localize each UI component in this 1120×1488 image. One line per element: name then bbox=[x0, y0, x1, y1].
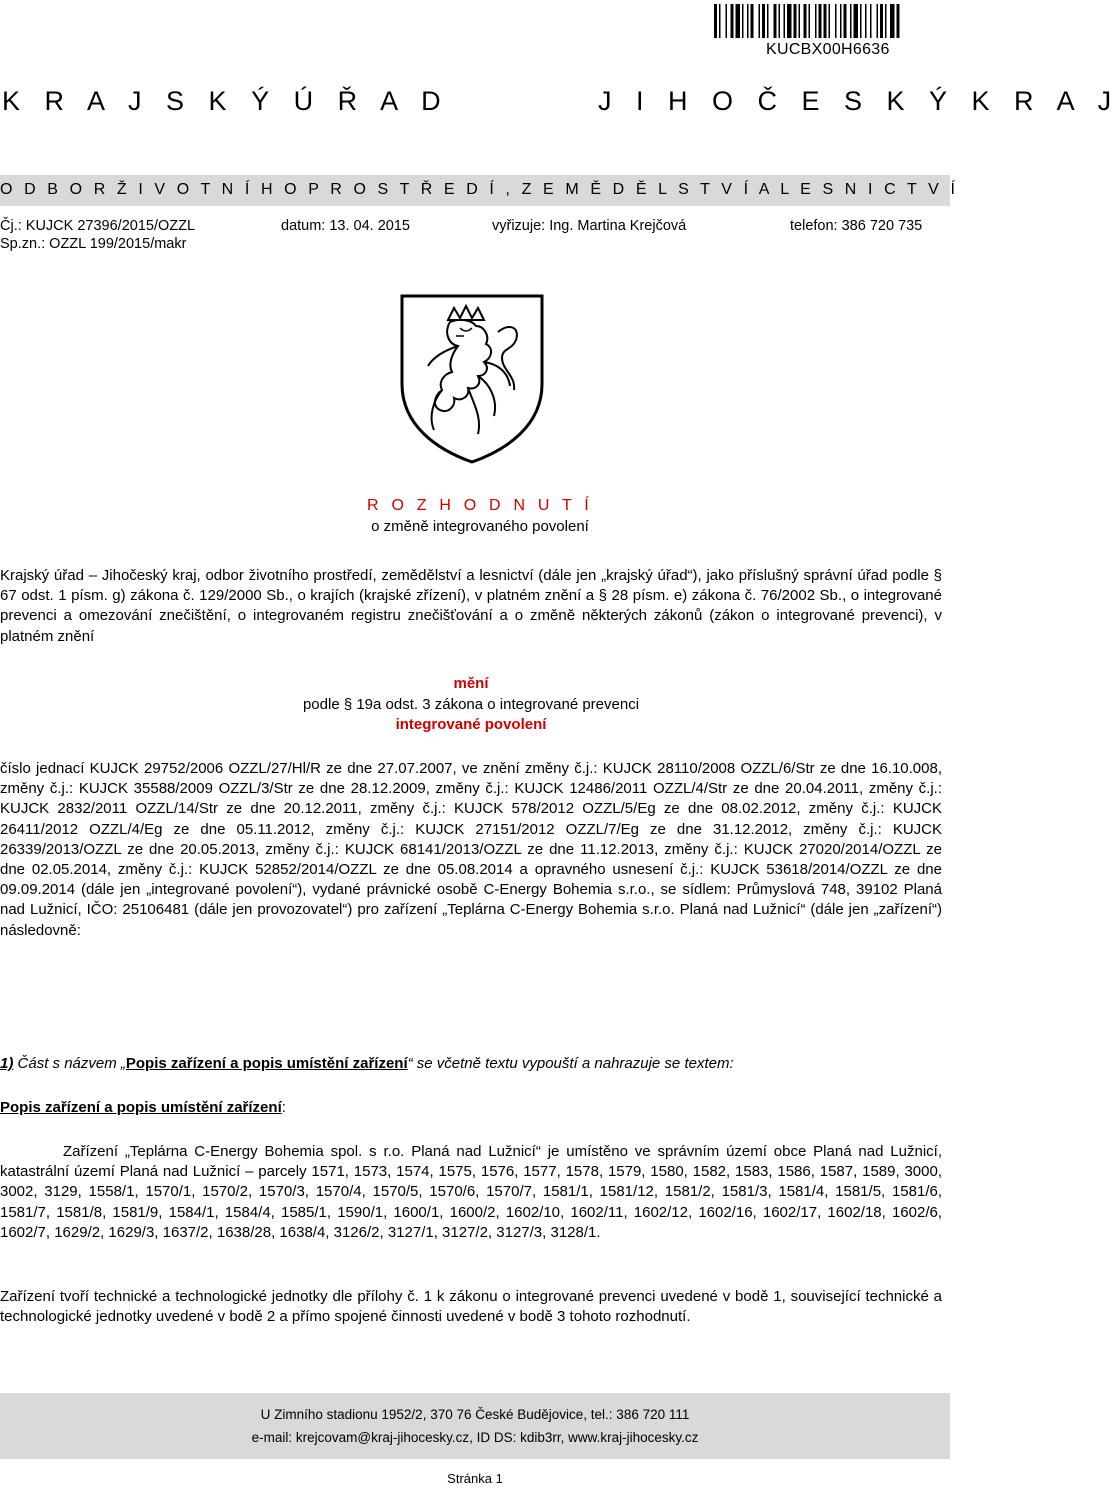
subsection-title: Popis zařízení a popis umístění zařízení bbox=[0, 1099, 282, 1116]
region-name: J I H O Č E S K Ý K R A J bbox=[598, 86, 1120, 116]
authority-name: K R A J S K Ý Ú Ř A D bbox=[2, 86, 450, 116]
document-code: KUCBX00H6636 bbox=[766, 41, 890, 58]
subsection-colon: : bbox=[281, 1099, 286, 1116]
section-title-highlight: Popis zařízení a popis umístění zařízení bbox=[125, 1055, 408, 1072]
subsection-heading bbox=[0, 1099, 286, 1116]
page-number: Stránka 1 bbox=[447, 1471, 503, 1486]
decision-object: integrované povolení bbox=[395, 716, 547, 733]
phone-number: telefon: 386 720 735 bbox=[790, 218, 923, 234]
section-1-heading bbox=[0, 1055, 950, 1072]
section-text-after: “ se včetně textu vypouští a nahrazuje se textem: bbox=[407, 1055, 734, 1072]
footer-address: U Zimního stadionu 1952/2, 370 76 České Budějovice, tel.: 386 720 111 bbox=[260, 1407, 690, 1422]
coat-of-arms-lion-icon bbox=[398, 292, 546, 464]
department-name: O D B O R Ž I V O T N Í H O P R O S T Ř E D Í , Z E M Ě D Ě L S T V Í A L E S N I C T V Í bbox=[0, 181, 959, 198]
footer-contact: e-mail: krejcovam@kraj-jihocesky.cz, ID DS: kdib3rr, www.kraj-jihocesky.cz bbox=[251, 1430, 699, 1445]
footer-bar bbox=[0, 1393, 950, 1459]
reference-number: Čj.: KUJCK 27396/2015/OZZL bbox=[0, 218, 196, 234]
decision-verb: mění bbox=[453, 675, 489, 692]
decision-title: R O Z H O D N U T Í bbox=[367, 497, 593, 514]
barcode-icon bbox=[714, 4, 950, 38]
legal-basis: podle § 19a odst. 3 zákona o integrované prevenci bbox=[302, 696, 640, 713]
intro-paragraph: Krajský úřad – Jihočeský kraj, odbor životního prostředí, zemědělství a lesnictví (dále jen „krajský úřad“), jako příslušný správní úřad podle § 67 odst. 1 písm. g) zákona č. 129/2000 Sb., o krajích (krajské zřízení), v platném znění a § 28 písm. e) zákona č. 76/2002 Sb., o integrované prevenci a omezování znečištění, o integrovaném registru znečišťování a o změně některých zákonů (zákon o integrované prevenci), v platném znění bbox=[0, 567, 942, 645]
section-number: 1) bbox=[0, 1055, 14, 1072]
facility-description: Zařízení „Teplárna C-Energy Bohemia spol. s r.o. Planá nad Lužnicí“ je umístěno ve správním území obce Planá nad Lužnicí, katastrální území Planá nad Lužnicí – parcely 1571, 1573, 1574, 1575, 1576, 1577, 1578, 1579, 1580, 1582, 1583, 1586, 1587, 1589, 3000, 3002, 3129, 1558/1, 1570/1, 1570/2, 1570/3, 1570/4, 1570/5, 1570/6, 1570/7, 1581/1, 1581/12, 1581/2, 1581/3, 1581/4, 1581/5, 1581/6, 1581/7, 1581/8, 1581/9, 1584/1, 1584/4, 1585/1, 1590/1, 1600/1, 1600/2, 1602/10, 1602/11, 1602/12, 1602/16, 1602/17, 1602/18, 1602/6, 1602/7, 1629/2, 1629/3, 1637/2, 1638/28, 1638/4, 3126/2, 3127/1, 3127/2, 3127/3, 3128/1. bbox=[0, 1143, 942, 1241]
facility-units-paragraph: Zařízení tvoří technické a technologické jednotky dle přílohy č. 1 k zákonu o integrované prevenci uvedené v bodě 1, související technické a technologické jednotky uvedené v bodě 2 a přímo spojené činnosti uvedené v bodě 3 tohoto rozhodnutí. bbox=[0, 1288, 942, 1326]
permit-paragraph: číslo jednací KUJCK 29752/2006 OZZL/27/Hl/R ze dne 27.07.2007, ve znění změny č.j.: KUJCK 28110/2008 OZZL/6/Str ze dne 16.10.008, změny č.j.: KUJCK 35588/2009 OZZL/3/Str ze dne 28.12.2009, změny č.j.: KUJCK 12486/2011 OZZL/4/Str ze dne 20.04.2011, změny č.j.: KUJCK 2832/2011 OZZL/14/Str ze dne 20.12.2011, změny č.j.: KUJCK 578/2012 OZZL/5/Eg ze dne 08.02.2012, změny č.j.: KUJCK 26411/2012 OZZL/4/Eg ze dne 05.11.2012, změny č.j.: KUJCK 27151/2012 OZZL/7/Eg ze dne 31.12.2012, změny č.j.: KUJCK 26339/2013/OZZL ze dne 20.05.2013, změny č.j.: KUJCK 68141/2013/OZZL ze dne 11.12.2013, změny č.j.: KUJCK 27020/2014/OZZL ze dne 02.05.2014, změny č.j.: KUJCK 52852/2014/OZZL ze dne 05.08.2014 a opravného usnesení č.j.: KUJCK 53618/2014/OZZL ze dne 09.09.2014 (dále jen „integrované povolení“), vydané právnické osobě C-Energy Bohemia s.r.o., se sídlem: Průmyslová 748, 39102 Planá nad Lužnicí, IČO: 25106481 (dále jen provozovatel“) pro zařízení „Teplárna C-Energy Bohemia s.r.o. Planá nad Lužnicí“ (dále jen „zařízení“) následovně: bbox=[0, 760, 942, 939]
file-mark: Sp.zn.: OZZL 199/2015/makr bbox=[0, 236, 187, 252]
section-text-before: Část s názvem „ bbox=[17, 1055, 126, 1072]
decision-subtitle: o změně integrovaného povolení bbox=[371, 518, 589, 535]
document-date: datum: 13. 04. 2015 bbox=[281, 218, 410, 234]
handled-by: vyřizuje: Ing. Martina Krejčová bbox=[492, 218, 687, 234]
